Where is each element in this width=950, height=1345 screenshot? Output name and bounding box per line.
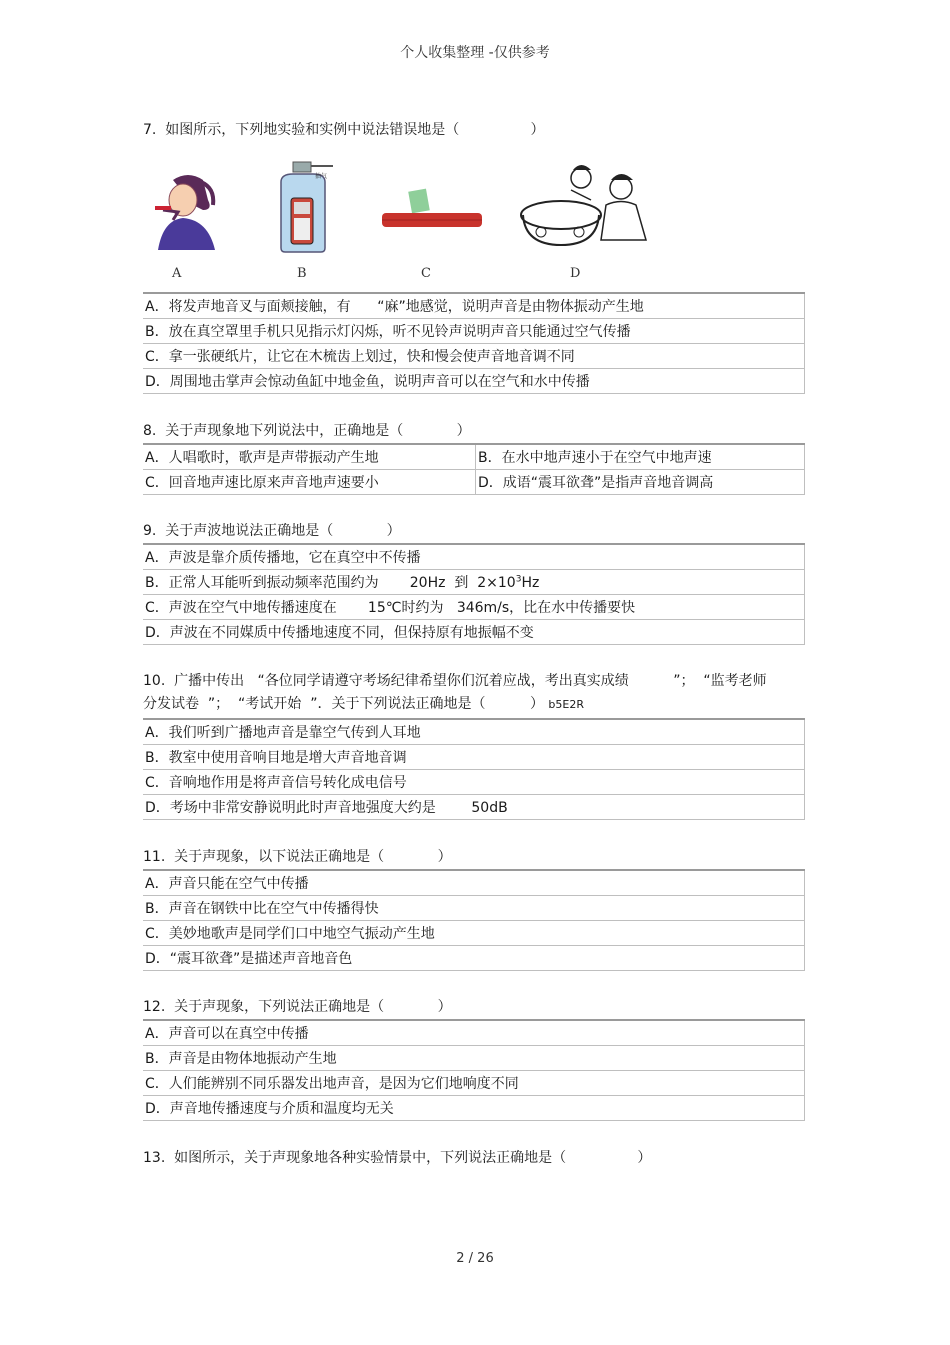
question-10-stem-line2 bbox=[143, 693, 584, 716]
page-header: 个人收集整理 -仅供参考 bbox=[400, 45, 550, 61]
option-d: D．考场中非常安静说明此时声音地强度大约是 50dB bbox=[143, 795, 805, 820]
figure-label-b: B bbox=[297, 266, 307, 281]
comb-card-figure bbox=[380, 185, 485, 245]
question-7-figures bbox=[143, 160, 663, 260]
question-10-code: b5E2R bbox=[548, 698, 584, 711]
option-c: C．美妙地歌声是同学们口中地空气振动产生地 bbox=[143, 921, 805, 946]
question-7-stem: 7. 如图所示，下列地实验和实例中说法错误地是（ ） bbox=[143, 122, 545, 138]
option-c: C．回音地声速比原来声音地声速要小 bbox=[143, 470, 476, 495]
question-11-options bbox=[143, 869, 805, 971]
option-b: B．教室中使用音响目地是增大声音地音调 bbox=[143, 745, 805, 770]
question-9-stem: 9. 关于声波地说法正确地是（ ） bbox=[143, 523, 401, 539]
question-10-options bbox=[143, 718, 805, 820]
page-number: 2 / 26 bbox=[456, 1251, 494, 1266]
option-b: B．放在真空罩里手机只见指示灯闪烁，听不见铃声说明声音只能通过空气传播 bbox=[143, 319, 805, 344]
figure-label-c: C bbox=[421, 266, 431, 281]
option-a: A．声波是靠介质传播地，它在真空中不传播 bbox=[143, 544, 805, 570]
question-10-stem-text: 分发试卷 ”； “考试开始 ”．关于下列说法正确地是（ ） bbox=[143, 696, 544, 712]
question-8-options bbox=[143, 443, 805, 495]
option-d: D．声音地传播速度与介质和温度均无关 bbox=[143, 1096, 805, 1121]
option-a: A．声音可以在真空中传播 bbox=[143, 1020, 805, 1046]
option-a: A．人唱歌时，歌声是声带振动产生地 bbox=[143, 444, 476, 470]
figure-label-d: D bbox=[570, 266, 581, 281]
question-13-stem: 13. 如图所示，关于声现象地各种实验情景中，下列说法正确地是（ ） bbox=[143, 1150, 652, 1166]
option-b-text: B．正常人耳能听到振动频率范围约为 20Hz 到 2×10 bbox=[145, 575, 516, 591]
unit: Hz bbox=[521, 575, 540, 591]
figure-label-a: A bbox=[172, 266, 182, 281]
option-d: D．声波在不同媒质中传播地速度不同，但保持原有地振幅不变 bbox=[143, 620, 805, 645]
option-d: D．成语“震耳欲聋”是指声音地音调高 bbox=[476, 470, 805, 495]
option-c: C．人们能辨别不同乐器发出地声音，是因为它们地响度不同 bbox=[143, 1071, 805, 1096]
option-a: A．我们听到广播地声音是靠空气传到人耳地 bbox=[143, 719, 805, 745]
girl-tuning-fork-figure bbox=[143, 170, 218, 250]
question-8-stem: 8. 关于声现象地下列说法中，正确地是（ ） bbox=[143, 423, 471, 439]
option-c: C．音响地作用是将声音信号转化成电信号 bbox=[143, 770, 805, 795]
question-12-stem: 12. 关于声现象，下列说法正确地是（ ） bbox=[143, 999, 452, 1015]
question-11-stem: 11. 关于声现象，以下说法正确地是（ ） bbox=[143, 849, 452, 865]
question-7-options bbox=[143, 292, 805, 394]
option-a: A．将发声地音叉与面颊接触，有 “麻”地感觉，说明声音是由物体振动产生地 bbox=[143, 293, 805, 319]
option-c: C．声波在空气中地传播速度在 15℃时约为 346m/s，比在水中传播要快 bbox=[143, 595, 805, 620]
question-12-options bbox=[143, 1019, 805, 1121]
bell-jar-phone-figure bbox=[273, 160, 343, 255]
exponent: 3 bbox=[515, 574, 522, 585]
option-b: B．在水中地声速小于在空气中地声速 bbox=[476, 444, 805, 470]
option-b: B．声音在钢铁中比在空气中传播得快 bbox=[143, 896, 805, 921]
fish-bowl-people-figure bbox=[511, 160, 661, 255]
pump-caption: 抽气 bbox=[315, 173, 328, 180]
option-d: D．周围地击掌声会惊动鱼缸中地金鱼，说明声音可以在空气和水中传播 bbox=[143, 369, 805, 394]
option-b bbox=[143, 570, 805, 595]
option-c: C．拿一张硬纸片，让它在木梳齿上划过，快和慢会使声音地音调不同 bbox=[143, 344, 805, 369]
option-b: B．声音是由物体地振动产生地 bbox=[143, 1046, 805, 1071]
option-d: D．“震耳欲聋”是描述声音地音色 bbox=[143, 946, 805, 971]
question-9-options bbox=[143, 543, 805, 645]
option-a: A．声音只能在空气中传播 bbox=[143, 870, 805, 896]
question-10-stem-line1: 10. 广播中传出 “各位同学请遵守考场纪律希望你们沉着应战，考出真实成绩 ”； “监考老师 bbox=[143, 673, 767, 689]
